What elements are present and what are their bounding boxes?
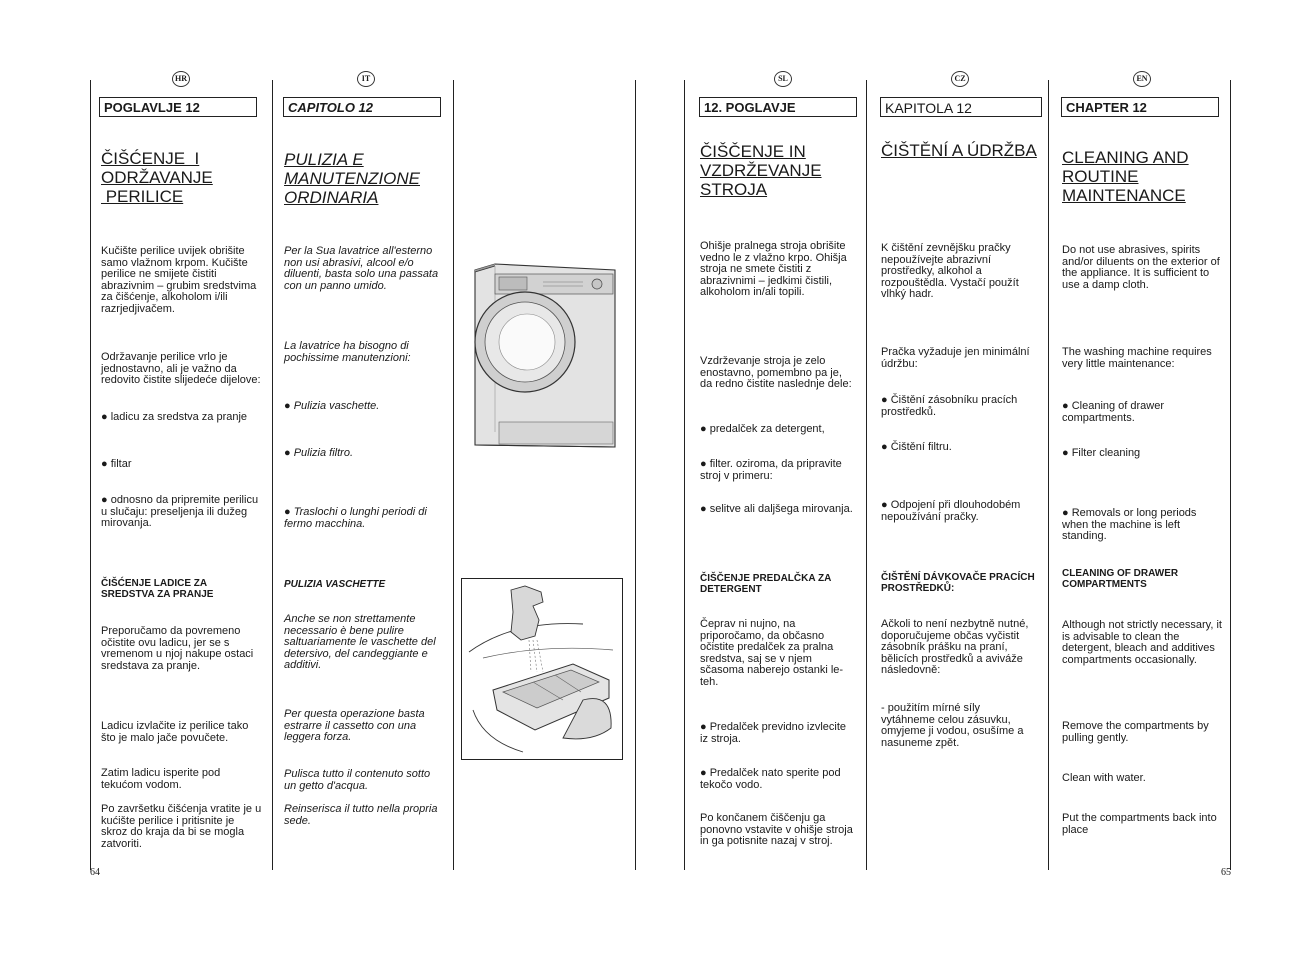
washing-machine-illustration [465,262,621,460]
bullet-item: ● Čištění filtru. [881,441,952,453]
chapter-heading-hr: POGLAVLJE 12 [99,97,257,117]
paragraph: Pulisca tutto il contenuto sotto un getto d'acqua. [284,768,431,792]
paragraph: Clean with water. [1062,772,1146,784]
bullet-item: ● filtar [101,458,132,470]
column-rule [1230,80,1231,870]
paragraph: La lavatrice ha bisogno di pochissime manutenzioni: [284,340,411,364]
section-title-hr: ČIŠĆENJE I ODRŽAVANJE PERILICE [101,149,213,206]
language-badge-en: EN [1133,71,1151,87]
bullet-item: ● Traslochi o lunghi periodi di fermo macchina. [284,506,427,530]
paragraph: Although not strictly necessary, it is advisable to clean the detergent, bleach and additives compartments occasionally. [1062,619,1222,666]
bullet-item: ● filter. oziroma, da pripravite stroj v primeru: [700,458,842,482]
column-rule [453,80,454,870]
detergent-drawer-rinsing-illustration [463,580,621,758]
paragraph: Ladicu izvlačite iz perilice tako što je malo jače povučete. [101,720,249,744]
paragraph: Po završetku čišćenja vratite je u kućište perilice i pritisnite je skroz do kraja da bi se mogla zatvoriti. [101,803,262,850]
paragraph: Održavanje perilice vrlo je jednostavno, ali je važno da redovito čistite slijedeće dijelove: [101,351,261,387]
subheading-hr: ČIŠĆENJE LADICE ZA SREDSTVA ZA PRANJE [101,578,214,600]
language-badge-cz: CZ [951,71,969,87]
bullet-item: ● Removals or long periods when the machine is left standing. [1062,507,1197,543]
paragraph: Pračka vyžaduje jen minimální údržbu: [881,346,1030,370]
language-badge-it: IT [357,71,375,87]
paragraph: Po končanem čiščenju ga ponovno vstavite v ohišje stroja in ga potisnite nazaj v stroj. [700,812,853,848]
section-title-it: PULIZIA E MANUTENZIONE ORDINARIA [284,150,420,207]
subheading-it: PULIZIA VASCHETTE [284,579,386,590]
page-number-left: 64 [90,867,100,878]
bullet-item: ● Cleaning of drawer compartments. [1062,400,1165,424]
paragraph: Kučište perilice uvijek obrišite samo vlažnom krpom. Kučište perilice ne smijete čistiti abrazivnim – grubim sredstvima za čišćenje, alkoholom i/ili razrjedjivačem. [101,245,257,315]
paragraph: Ohišje pralnega stroja obrišite vedno le z vlažno krpo. Ohišja stroja ne smete čistiti z abrazivnimi – jedkimi čistili, alkoholom in/ali topili. [700,240,847,299]
paragraph: Čeprav ni nujno, na priporočamo, da občasno očistite predalček za pralna sredstva, saj se v njem sčasoma naberejo ostanki le-teh. [700,618,844,688]
bullet-item: ● Predalček previdno izvlecite iz stroja. [700,721,847,745]
paragraph: Anche se non strettamente necessario è bene pulire saltuariamente le vaschette del detersivo, del candeggiante e additivi. [284,613,436,672]
paragraph: K čištění zevnějšku pračky nepoužívejte abrazivní prostředky, alkohol a rozpouštědla. Vystačí použít vlhký hadr. [881,242,1019,301]
column-rule [1048,80,1049,870]
chapter-heading-it: CAPITOLO 12 [283,97,441,117]
bullet-item: ● Čištění zásobníku pracích prostředků. [881,394,1018,418]
chapter-heading-sl: 12. POGLAVJE [699,97,857,117]
subheading-en: CLEANING OF DRAWER COMPARTMENTS [1062,568,1179,590]
paragraph: Reinserisca il tutto nella propria sede. [284,803,438,827]
bullet-item: ● Predalček nato sperite pod tekočo vodo. [700,767,841,791]
bullet-item: ● Filter cleaning [1062,447,1141,459]
paragraph: Per la Sua lavatrice all'esterno non usi abrasivi, alcool e/o diluenti, basta solo una passata con un panno umido. [284,245,439,292]
bullet-item: ● predalček za detergent, [700,423,825,435]
paragraph: Put the compartments back into place [1062,812,1217,836]
subheading-sl: ČIŠČENJE PREDALČKA ZA DETERGENT [700,573,831,595]
bullet-item: ● Odpojení při dlouhodobém nepoužívání pračky. [881,499,1021,523]
language-badge-sl: SL [774,71,792,87]
paragraph: Zatim ladicu isperite pod tekućom vodom. [101,767,221,791]
paragraph: - použitím mírné síly vytáhneme celou zásuvku, omyjeme ji vodou, osušíme a nasuneme zpět. [881,702,1024,749]
column-rule [866,80,867,870]
paragraph: Do not use abrasives, spirits and/or diluents on the exterior of the appliance. It is sufficient to use a damp cloth. [1062,244,1220,291]
bullet-item: ● ladicu za sredstva za pranje [101,411,248,423]
paragraph: Per questa operazione basta estrarre il cassetto con una leggera forza. [284,708,425,744]
paragraph: Vzdrževanje stroja je zelo enostavno, pomembno pa je, da redno čistite naslednje dele: [700,355,852,391]
subheading-cz: ČIŠTĚNÍ DÁVKOVAČE PRACÍCH PROSTŘEDKŮ: [881,572,1035,594]
chapter-heading-cz: KAPITOLA 12 [880,97,1042,117]
bullet-item: ● Pulizia vaschette. [284,400,380,412]
language-badge-hr: HR [172,71,190,87]
page-number-right: 65 [1221,867,1231,878]
chapter-heading-en: CHAPTER 12 [1061,97,1219,117]
paragraph: Ačkoli to není nezbytně nutné, doporučujeme občas vyčistit zásobník prášku na praní, bělicích prostředků a aviváže následovně: [881,618,1029,677]
section-title-sl: ČIŠČENJE IN VZDRŽEVANJE STROJA [700,142,822,199]
bullet-item: ● selitve ali daljšega mirovanja. [700,503,853,515]
paragraph: Preporučamo da povremeno očistite ovu ladicu, jer se s vremenom u njoj nakupe ostaci sredstava za pranje. [101,625,254,672]
bullet-item: ● odnosno da pripremite perilicu u slučaju: preseljenja ili dužeg mirovanja. [101,494,259,530]
column-rule [272,80,273,870]
paragraph: The washing machine requires very little maintenance: [1062,346,1212,370]
column-rule [90,80,91,870]
column-rule [684,80,685,870]
bullet-item: ● Pulizia filtro. [284,447,353,459]
section-title-cz: ČIŠTĚNÍ A ÚDRŽBA [881,141,1037,160]
column-rule [635,80,636,870]
paragraph: Remove the compartments by pulling gently. [1062,720,1209,744]
section-title-en: CLEANING AND ROUTINE MAINTENANCE [1062,148,1189,205]
